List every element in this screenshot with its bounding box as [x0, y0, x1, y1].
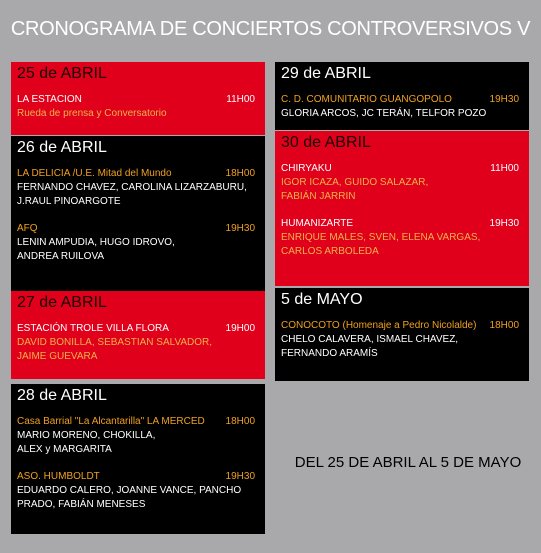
event-venue: LA ESTACION	[17, 94, 82, 105]
event	[17, 415, 259, 457]
schedule-block-26-abril	[11, 136, 265, 291]
event-time: 19H30	[489, 94, 519, 105]
event	[17, 222, 259, 264]
event-venue: ASO. HUMBOLDT	[17, 471, 100, 482]
block-date: 5 de MAYO	[281, 291, 363, 308]
event-detail: MARIO MORENO, CHOKILLA, ALEX y MARGARITA	[17, 430, 156, 455]
event	[281, 93, 523, 121]
event-venue: LA DELICIA /U.E. Mitad del Mundo	[17, 168, 172, 179]
block-date: 30 de ABRIL	[281, 134, 371, 151]
event	[17, 470, 259, 512]
event-time: 19H30	[225, 223, 255, 234]
event-time: 19H00	[225, 323, 255, 334]
page-title: CRONOGRAMA DE CONCIERTOS CONTROVERSIVOS V	[10, 18, 531, 40]
event	[281, 217, 523, 259]
schedule-block-27-abril	[11, 291, 265, 379]
event-detail: Rueda de prensa y Conversatorio	[17, 108, 167, 119]
event-detail: EDUARDO CALERO, JOANNE VANCE, PANCHO PRADO, FABIÁN MENESES	[17, 485, 242, 510]
event	[281, 162, 523, 204]
event-venue: HUMANIZARTE	[281, 218, 354, 229]
event-time: 19H30	[225, 471, 255, 482]
event-detail: ENRIQUE MALES, SVEN, ELENA VARGAS, CARLOS ARBOLEDA	[281, 232, 481, 257]
event-detail: CHELO CALAVERA, ISMAEL CHAVEZ, FERNANDO ARAMÍS	[281, 334, 459, 359]
event-venue: Casa Barrial "La Alcantarilla" LA MERCED	[17, 416, 205, 427]
event-time: 18H00	[225, 168, 255, 179]
block-date: 29 de ABRIL	[281, 65, 371, 82]
schedule-block-25-abril	[11, 62, 265, 135]
event-detail: FERNANDO CHAVEZ, CAROLINA LIZARZABURU, J.RAUL PINOARGOTE	[17, 182, 247, 207]
event-venue: ESTACIÓN TROLE VILLA FLORA	[17, 323, 169, 334]
block-date: 27 de ABRIL	[17, 294, 107, 311]
event-time: 18H00	[225, 416, 255, 427]
event-venue: CONOCOTO (Homenaje a Pedro Nicolalde)	[281, 320, 477, 331]
event-detail: IGOR ICAZA, GUIDO SALAZAR, FABIÁN JARRIN	[281, 177, 429, 202]
block-date: 26 de ABRIL	[17, 139, 107, 156]
event-detail: DAVID BONILLA, SEBASTIAN SALVADOR, JAIME GUEVARA	[17, 337, 213, 362]
schedule-block-5-mayo	[275, 288, 529, 381]
event-venue: C. D. COMUNITARIO GUANGOPOLO	[281, 94, 452, 105]
event-time: 19H30	[489, 218, 519, 229]
event-detail: GLORIA ARCOS, JC TERÁN, TELFOR POZO	[281, 108, 487, 119]
event	[17, 93, 259, 121]
event-time: 11H00	[226, 94, 255, 105]
block-date: 28 de ABRIL	[17, 387, 107, 404]
schedule-block-30-abril	[275, 131, 529, 286]
schedule-block-29-abril	[275, 62, 529, 130]
event-venue: AFQ	[17, 223, 38, 234]
event-venue: CHIRYAKU	[281, 163, 332, 174]
schedule-block-28-abril	[11, 384, 265, 534]
event	[17, 322, 259, 364]
block-date: 25 de ABRIL	[17, 65, 107, 82]
event	[281, 319, 523, 361]
event-detail: LENIN AMPUDIA, HUGO IDROVO, ANDREA RUILOVA	[17, 237, 175, 262]
event-time: 11H00	[490, 163, 519, 174]
event	[17, 167, 259, 209]
date-range: DEL 25 DE ABRIL AL 5 DE MAYO	[294, 454, 522, 471]
event-time: 18H00	[489, 320, 519, 331]
